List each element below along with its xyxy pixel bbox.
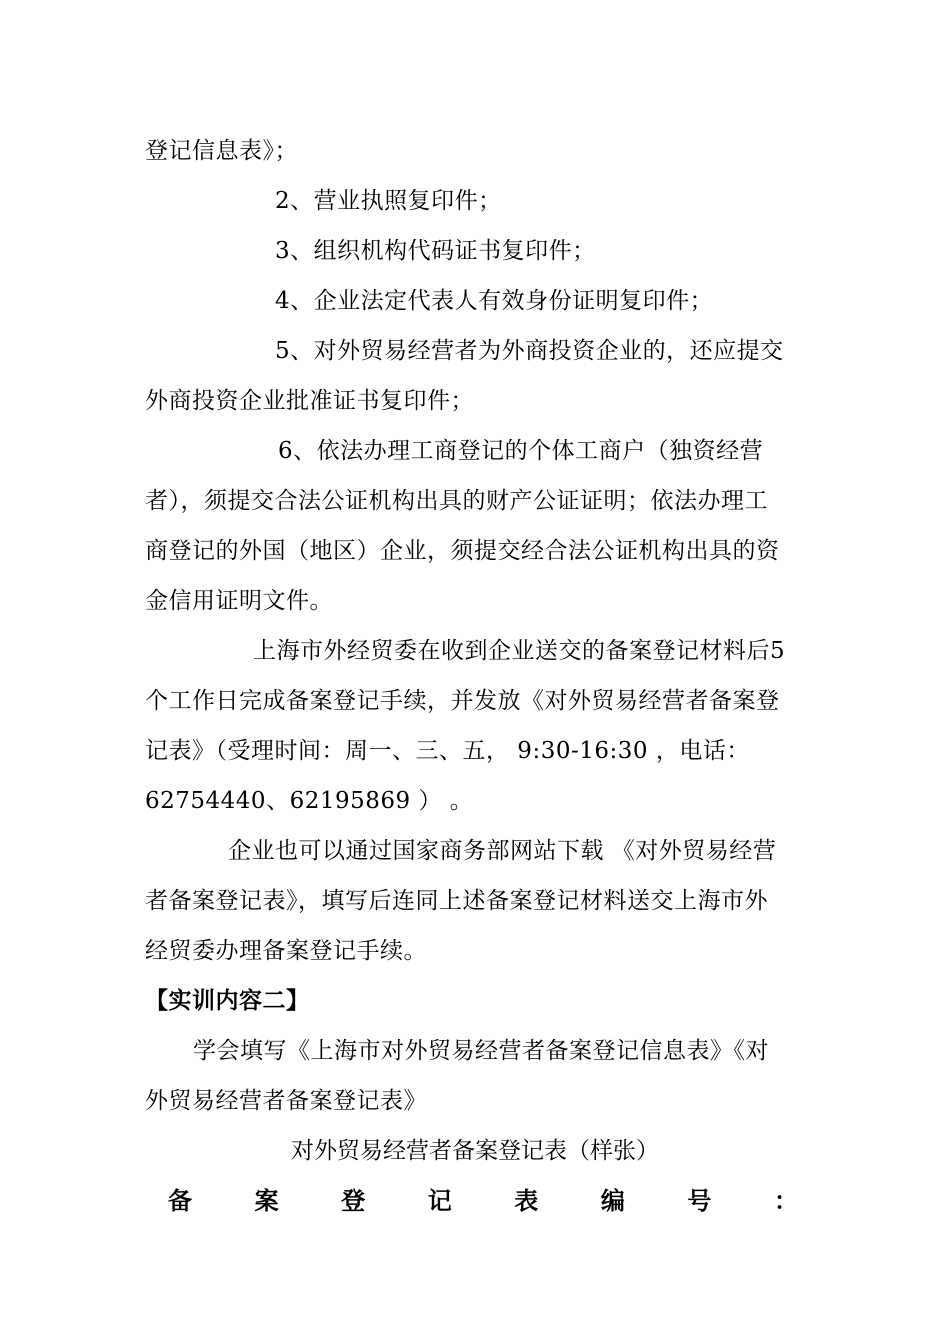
text-line: 外商投资企业批准证书复印件；	[145, 388, 474, 414]
text-line: 经贸委办理备案登记手续。	[145, 938, 427, 964]
form-number-char: ：	[773, 1186, 798, 1215]
form-number-char: 案	[254, 1186, 279, 1215]
form-number-label	[168, 1186, 798, 1216]
list-item-4: 4、企业法定代表人有效身份证明复印件；	[275, 288, 714, 314]
text-line: 者备案登记表》，填写后连同上述备案登记材料送交上海市外	[145, 888, 768, 914]
form-number-char: 记	[427, 1186, 452, 1215]
text-line: 62754440、62195869 ） 。	[145, 788, 474, 814]
list-item-6: 6、依法办理工商登记的个体工商户（独资经营	[278, 438, 764, 464]
section-heading: 【实训内容二】	[145, 987, 310, 1014]
text-line: 记表》（受理时间：周一、三、五， 9:30-16:30 ，电话：	[145, 738, 750, 764]
form-number-char: 登	[341, 1186, 366, 1215]
form-number-char: 表	[514, 1186, 539, 1215]
list-item-5: 5、对外贸易经营者为外商投资企业的，还应提交	[275, 338, 784, 364]
text-line: 登记信息表》；	[145, 138, 298, 164]
paragraph-start: 上海市外经贸委在收到企业送交的备案登记材料后5	[253, 638, 786, 664]
list-item-2: 2、营业执照复印件；	[275, 188, 502, 214]
task-line: 学会填写《上海市对外贸易经营者备案登记信息表》《对	[193, 1038, 769, 1064]
list-item-3: 3、组织机构代码证书复印件；	[275, 238, 596, 264]
form-number-char: 编	[600, 1186, 625, 1215]
text-line: 者），须提交合法公证机构出具的财产公证证明；依法办理工	[145, 488, 768, 514]
form-number-char: 号	[687, 1186, 712, 1215]
text-line: 商登记的外国（地区）企业，须提交经合法公证机构出具的资	[145, 538, 780, 564]
paragraph-start: 企业也可以通过国家商务部网站下载 《对外贸易经营	[228, 838, 777, 864]
form-title: 对外贸易经营者备案登记表（样张）	[291, 1138, 659, 1164]
task-line: 外贸易经营者备案登记表》	[145, 1088, 427, 1114]
text-line: 个工作日完成备案登记手续，并发放《对外贸易经营者备案登	[145, 688, 780, 714]
form-number-char: 备	[168, 1186, 192, 1215]
text-line: 金信用证明文件。	[145, 588, 333, 614]
